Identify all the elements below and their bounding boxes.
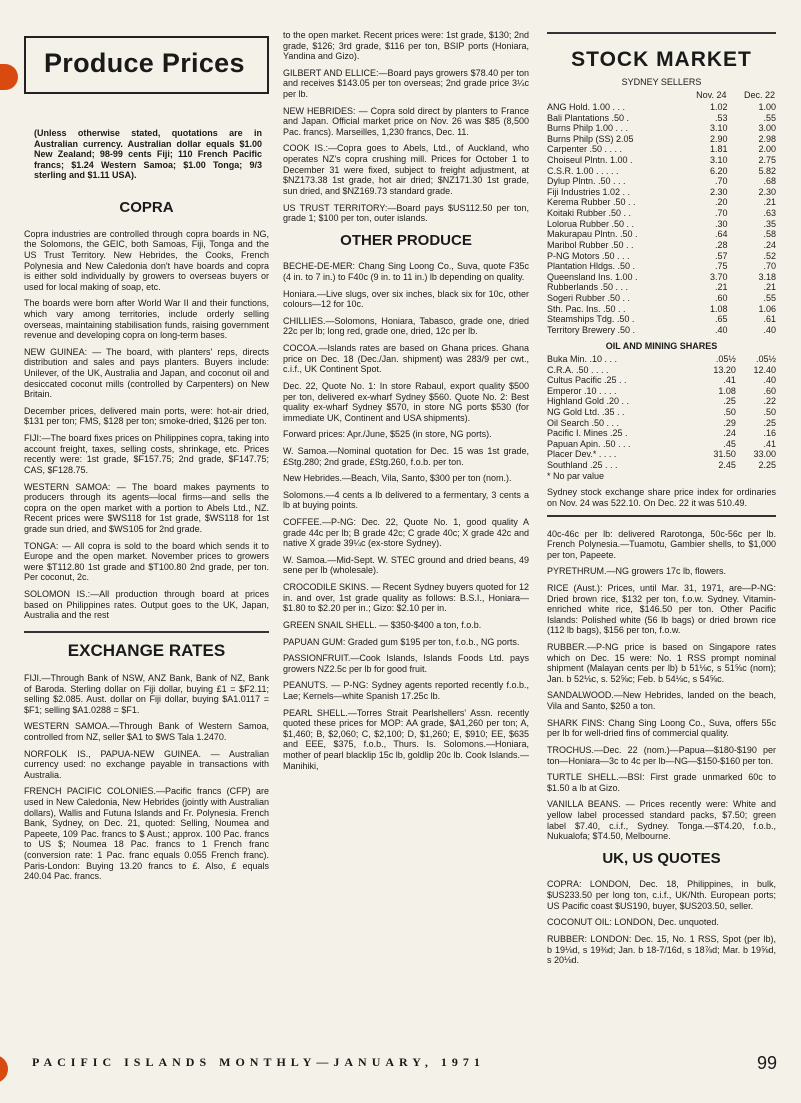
stock-cell-nov: .70	[714, 208, 728, 219]
table-row	[547, 449, 776, 460]
other-produce-para: PAPUAN GUM: Graded gum $195 per ton, f.o.b., NG ports.	[283, 636, 520, 647]
table-row	[547, 293, 776, 304]
stock-cell-dec: 2.25	[758, 460, 776, 471]
stock-cell-nov: .70	[714, 176, 728, 187]
stock-cell-dec: 2.98	[758, 133, 776, 144]
divider	[547, 515, 776, 517]
copra-para: SOLOMON IS.:—All production through board at prices based on Philippines rates. Output goes to the UK, Japan, Australia and the rest	[24, 589, 269, 621]
page-footer	[0, 1053, 801, 1103]
table-row	[547, 282, 776, 293]
produce-para: RICE (Aust.): Prices, until Mar. 31, 1971, are—P-NG: Dried brown rice, $132 per ton, f.o.w. Sydney. Vitamin-enriched white rice, $146.50 per ton. Other Pacific Islands: Polished white (56 lb bags) or dried brown rice (112 lb bags), $156 per ton, f.o.w.	[547, 582, 776, 636]
other-produce-para: Forward prices: Apr./June, $525 (in store, NG ports).	[283, 429, 492, 440]
stock-cell-dec: 1.06	[758, 303, 776, 314]
stock-cell-nov: .57	[714, 250, 728, 261]
produce-para: 40c-46c per lb: delivered Rarotonga, 50c-56c per lb. French Polynesia.—Tuamotu, Gambier shells, to $1,000 per ton, Papeete.	[547, 528, 776, 560]
table-row	[547, 229, 776, 240]
stock-cell-nov: .05½	[715, 354, 736, 364]
stock-cell-name: ANG Hold. 1.00 . . .	[547, 101, 626, 112]
column-right	[547, 0, 776, 972]
produce-para: VANILLA BEANS. — Prices recently were: White and yellow label processed standard packs, $7.50; green label $7.40, c.i.f., Sydney. Tonga.—$T4.20, f.o.b., Nukualofa; $T4.50, Melbourne.	[547, 799, 776, 842]
stock-cell-nov: 1.81	[709, 144, 728, 155]
exchange-para: WESTERN SAMOA.—Through Bank of Western Samoa, controlled from NZ, seller $A1 to $WS Tala 1.2470.	[24, 721, 269, 742]
stock-cell-name: Rubberlands .50 . . .	[547, 282, 629, 293]
stock-cell-dec: .50	[763, 407, 776, 418]
stock-cell-name: Cultus Pacific .25 . .	[547, 375, 627, 386]
uk-us-quotes-heading: UK, US QUOTES	[602, 849, 721, 867]
stock-cell-dec: 1.00	[758, 101, 776, 112]
copra-heading: COPRA	[119, 199, 174, 217]
copra-para: Copra industries are controlled through copra boards in NG, the Solomons, the GEIC, both Samoas, Fiji, Tonga and the US Trust Territory. New Hebrides, the Cooks, French Polynesia and New Caledonia don't have boards and copra is either sold individually by growers to overseas buyers or used for local making of soap, etc.	[24, 228, 269, 292]
index-note: Sydney stock exchange share price index for ordinaries on Nov. 24 was 522.10. On Dec. 22 it was 510.49.	[547, 487, 776, 508]
stock-cell-name: Papuan Apin. .50 . . .	[547, 438, 631, 449]
table-row	[547, 365, 776, 376]
stock-cell-dec: 3.18	[758, 271, 776, 282]
stock-col-nov-header: Nov. 24	[696, 90, 727, 101]
stock-cell-dec: .16	[763, 428, 776, 439]
stock-cell-dec: .21	[763, 282, 776, 293]
stock-market-heading: STOCK MARKET	[571, 48, 752, 71]
stock-cell-name: Buka Min. .10 . . .	[547, 354, 618, 364]
stock-cell-dec: .58	[763, 229, 776, 240]
page-number: 99	[756, 1053, 777, 1073]
stock-cell-name: Maribol Rubber .50 . .	[547, 239, 634, 250]
stock-cell-nov: .40	[714, 324, 728, 335]
table-row	[547, 197, 776, 208]
stock-cell-name: Pacific I. Mines .25 .	[547, 428, 628, 439]
table-row	[547, 240, 776, 251]
table-row	[547, 428, 776, 439]
stock-cell-dec: .63	[763, 208, 776, 219]
table-row	[547, 304, 776, 315]
copra-continued-para: US TRUST TERRITORY:—Board pays $US112.50 per ton, grade 1; $100 per ton, outer islands.	[283, 202, 529, 224]
copra-para: TONGA: — All copra is sold to the board which sends it to Europe and the open market. November prices to growers were $T112.80 1st grade and $T100.80 2nd grade, per ton. Per coconut, 2c.	[24, 540, 269, 583]
stock-cell-nov: 31.50	[713, 449, 736, 460]
stock-cell-name: Burns Philp 1.00 . . .	[547, 123, 629, 134]
stock-cell-dec: .68	[763, 176, 776, 187]
other-produce-para: COCOA.—Islands rates are based on Ghana prices. Ghana price on Dec. 18 (Dec./Jan. shipment) was 283/9 per cwt., c.i.f., UK Continent Spot.	[283, 343, 529, 375]
title-banner	[24, 36, 269, 94]
other-produce-para: Solomons.—4 cents a lb delivered to a fermentary, 3 cents a lb at buying points.	[283, 489, 529, 511]
table-row	[547, 418, 776, 429]
stock-cell-nov: .75	[714, 261, 728, 272]
stock-cell-name: Lolorua Rubber .50 . .	[547, 218, 635, 229]
stock-cell-nov: 13.20	[713, 364, 736, 375]
stock-cell-name: C.S.R. 1.00 . . . . .	[547, 165, 619, 176]
oil-mining-table-body	[547, 354, 776, 471]
stock-cell-dec: .55	[763, 292, 776, 303]
stock-cell-name: Emperor .10 . . . .	[547, 385, 617, 396]
stock-cell-nov: .53	[714, 112, 728, 123]
stock-cell-nov: 3.10	[709, 123, 728, 134]
stock-cell-dec: .35	[763, 218, 776, 229]
stock-cell-nov: .64	[714, 229, 728, 240]
table-row	[547, 325, 776, 336]
stock-cell-dec: 2.75	[758, 155, 776, 166]
other-produce-heading: OTHER PRODUCE	[340, 231, 472, 249]
stock-cell-nov: 2.45	[718, 460, 736, 471]
exchange-para: NORFOLK IS., PAPUA-NEW GUINEA. — Australian currency used: no exchange payable in transactions with Australia.	[24, 748, 269, 780]
stock-cell-dec: .61	[763, 314, 776, 325]
other-produce-para: PEARL SHELL.—Torres Strait Pearlshellers' Assn. recently quoted these prices for MOP: AA grade, $A1,260 per ton; A, $1,460; B, $2,060; C, $2,100; D, $1,260; E, $910; EE, $635 and EEE, $375, f.o.b., Thurs. Is. Solomons.—Honiara, mother of pearl blacklip 15c lb, goldlip 20c lb. Cook Islands.—Manihiki,	[283, 707, 529, 771]
table-row	[547, 102, 776, 113]
stock-cell-name: Oil Search .50 . . .	[547, 417, 620, 428]
stock-cell-name: Placer Dev.* . . . .	[547, 449, 617, 460]
stock-cell-name: Sth. Pac. Ins. .50 . .	[547, 303, 626, 314]
uk-us-para: RUBBER: LONDON: Dec. 15, No. 1 RSS, Spot (per lb), b 19⅛d, s 19⅜d; Jan. b 18-7/16d, s 18⅞d; Mar. b 19⅝d, s 20⅛d.	[547, 933, 776, 966]
stock-cell-dec: .22	[763, 396, 776, 407]
stock-cell-nov: .65	[714, 314, 728, 325]
stock-cell-name: Queensland Ins. 1.00 .	[547, 271, 638, 282]
other-produce-para: Dec. 22, Quote No. 1: In store Rabaul, export quality $500 per ton, delivered ex-wharf Sydney $560. Quote No. 2: Best quality ex-wharf Sydney $570, in store NG ports $530 (for immediate UK, Continent and USA shipments).	[283, 380, 529, 423]
stock-cell-nov: 3.70	[709, 271, 728, 282]
stock-cell-name: Southland .25 . . .	[547, 460, 618, 471]
stock-table-body	[547, 102, 776, 335]
stock-cell-name: Carpenter .50 . . . .	[547, 144, 623, 155]
copra-para: December prices, delivered main ports, were: hot-air dried, $131 per ton; FMS, $128 per ton; smoke-dried, $126 per ton.	[24, 405, 269, 427]
stock-top-rule	[547, 32, 776, 34]
other-produce-para: PEANUTS. — P-NG: Sydney agents reported recently f.o.b., Lae; Kernels—white Spanish 17.25c lb.	[283, 680, 529, 701]
stock-cell-dec: .55	[763, 112, 776, 123]
table-row	[547, 272, 776, 283]
stock-cell-nov: 2.90	[709, 133, 728, 144]
stock-cell-nov: .50	[723, 407, 736, 418]
exchange-para: FIJI.—Through Bank of NSW, ANZ Bank, Bank of NZ, Bank of Baroda. Sterling dollar on Fiji dollar, buying £1 = $F2.11; selling $2.085. Aust. dollar on Fiji dollar, buying $A1.0117 = $F1; selling $A1.0288 = $F1.	[24, 672, 269, 715]
produce-para: TROCHUS.—Dec. 22 (nom.)—Papua—$180-$190 per ton—Honiara—3c to 4c per lb—NG—$150-$160 per ton.	[547, 744, 776, 766]
stock-cell-dec: 12.40	[753, 364, 776, 375]
divider	[24, 631, 269, 633]
stock-cell-nov: .41	[723, 375, 736, 386]
table-row	[547, 261, 776, 272]
copra-para: WESTERN SAMOA: — The board makes payments to producers through its agents—local firms—and sells the copra on the open market with a portion to Abels Ltd., NZ. Recent prices were $WS118 for 1st grade, $WS118 for 1st grade sun dried, and $WS105 for 2nd grade.	[24, 481, 269, 534]
other-produce-para: W. Samoa.—Mid-Sept. W. STEC ground and dried beans, 49 sene per lb (wholesale).	[283, 554, 529, 576]
stock-cell-dec: .41	[763, 438, 776, 449]
other-produce-para: CROCODILE SKINS. — Recent Sydney buyers quoted for 12 in. and over, 1st grade quality as follows: B.S.I., Honiara—$1.80 to $2.20 per in.; Gizo: $2.10 per in.	[283, 582, 529, 614]
stock-cell-name: Fiji Industries 1.02 . .	[547, 186, 631, 197]
stock-cell-nov: 1.02	[709, 101, 728, 112]
stock-cell-dec: .25	[763, 417, 776, 428]
stock-cell-nov: .24	[723, 428, 736, 439]
stock-cell-nov: .21	[714, 282, 728, 293]
stock-cell-name: NG Gold Ltd. .35 . .	[547, 407, 625, 418]
stock-cell-dec: .70	[763, 261, 776, 272]
stock-market-section	[547, 48, 776, 87]
stock-cell-nov: .28	[714, 239, 728, 250]
other-produce-para: GREEN SNAIL SHELL. — $350-$400 a ton, f.o.b.	[283, 619, 482, 630]
produce-para: SHARK FINS: Chang Sing Loong Co., Suva, offers 55c per lb for well-dried fins of commercial quality.	[547, 717, 776, 739]
stock-cell-dec: .40	[763, 375, 776, 386]
stock-cell-nov: 3.10	[709, 155, 728, 166]
oil-mining-heading: OIL AND MINING SHARES	[605, 341, 718, 352]
stock-cell-nov: .20	[714, 197, 728, 208]
stock-cell-name: Dylup Plntn. .50 . . .	[547, 176, 626, 187]
stock-cell-dec: 2.00	[758, 144, 776, 155]
table-row	[547, 144, 776, 155]
table-row	[547, 219, 776, 230]
exchange-heading: EXCHANGE RATES	[67, 640, 226, 660]
table-row	[547, 386, 776, 397]
exchange-para: FRENCH PACIFIC COLONIES.—Pacific francs (CFP) are used in New Caledonia, New Hebrides (jointly with Australian dollars), Wallis and Futuna Islands and Fr. Polynesia. French Bank, Sydney, on Dec. 21, quoted: Selling, Noumea and Papeete, 109 Pac. francs to $ Aust.; approx. 100 Pac. francs to US $; Noumea 18 Pac. francs to 1 French franc (conversion rate: 1 Pac. franc equals 0.055 French franc). Paris-London: Buying 13.20 francs to £. Also, £ equals 240.04 Pac. francs.	[24, 786, 269, 882]
stock-cell-dec: .21	[763, 197, 776, 208]
stock-cell-name: Koitaki Rubber .50 . .	[547, 208, 632, 219]
copra-para: NEW GUINEA: — The board, with planters' reps, directs distribution and sales and pays planters. Buyers include: Unilever, of the UK, Australia and Japan, and coconut oil and desiccated coconut mills (controlled by Carpenters) on New Britain.	[24, 346, 269, 400]
table-row	[547, 166, 776, 177]
produce-para: SANDALWOOD.—New Hebrides, landed on the beach, Vila and Santo, $250 a ton.	[547, 690, 776, 712]
intro-note: (Unless otherwise stated, quotations are in Australian currency. Australian dollar equals $1.00 New Zealand; 98-99 cents Fiji; 110 French Pacific francs; $1.24 Western Samoa; $1.00 Tonga; 9/3 sterling and $1.11 USA).	[34, 128, 262, 181]
stock-cell-name: Steamships Tdg. .50 .	[547, 314, 635, 325]
stock-cell-name: Plantation Hldgs. .50 .	[547, 261, 636, 272]
stock-cell-name: Burns Philp (SS) 2.05	[547, 133, 634, 144]
other-produce-para: New Hebrides.—Beach, Vila, Santo, $300 per ton (nom.).	[283, 473, 512, 484]
oil-mining-table	[547, 354, 776, 471]
stock-subheading: SYDNEY SELLERS	[621, 76, 702, 87]
produce-para: RUBBER.—P-NG price is based on Singapore rates which on Dec. 15 were: No. 1 RSS prompt nominal shipment (Malayan cents per lb) b 51⅛c, s 51⅝c (nom); Jan. b 52⅛c, s. 52⅝c; Feb. b 54⅛c, s 54⅝c.	[547, 642, 776, 684]
stock-cell-name: Highland Gold .20 . .	[547, 396, 630, 407]
orange-tab-decoration	[0, 64, 18, 90]
table-row	[547, 187, 776, 198]
stock-cell-nov: .30	[714, 218, 728, 229]
stock-col-dec-header: Dec. 22	[743, 90, 775, 101]
uk-us-para: COPRA: LONDON, Dec. 18, Philippines, in bulk, $US233.50 per long ton, c.i.f., UK/Nth. European ports; US Pacific coast $US190, buyer, $US203.50, seller.	[547, 879, 776, 911]
stock-cell-nov: 6.20	[709, 165, 728, 176]
table-row	[547, 155, 776, 166]
table-row	[547, 396, 776, 407]
copra-continued-para: NEW HEBRIDES: — Copra sold direct by planters to France and Japan. Official market price on Nov. 26 was $85 (8,500 Pac. francs). Marseilles, 1,230 francs, Dec. 11.	[283, 105, 529, 137]
stock-cell-name: P-NG Motors .50 . . .	[547, 250, 630, 261]
table-row	[547, 134, 776, 145]
stock-col-name-header	[547, 89, 680, 102]
stock-table	[547, 89, 776, 335]
copra-continued-para: GILBERT AND ELLICE:—Board pays growers $78.40 per ton and receives $143.05 per ton overseas; 2nd grade price 3¼c per lb.	[283, 67, 529, 100]
table-row	[547, 176, 776, 187]
stock-cell-nov: 1.08	[709, 303, 728, 314]
stock-cell-dec: .40	[763, 324, 776, 335]
table-row	[547, 251, 776, 262]
copra-para: FIJI:—The board fixes prices on Philippines copra, taking into account freight, taxes, selling costs, shrinkage, etc. Prices recently were: 1st grade, $F157.75; 2nd grade, $F147.75; CAS, $F128.75.	[24, 433, 269, 475]
stock-cell-nov: 2.30	[709, 186, 728, 197]
stock-cell-name: Makurapau Plntn. .50 .	[547, 229, 638, 240]
table-row	[547, 123, 776, 134]
stock-cell-nov: 1.08	[718, 385, 736, 396]
stock-cell-name: C.R.A. .50 . . . .	[547, 364, 609, 375]
stock-cell-dec: 3.00	[758, 123, 776, 134]
table-row	[547, 208, 776, 219]
column-middle	[283, 30, 529, 777]
stock-cell-nov: .29	[723, 417, 736, 428]
table-row	[547, 314, 776, 325]
other-produce-para: Honiara.—Live slugs, over six inches, black six for 10c, other colours—12 for 10c.	[283, 288, 529, 310]
stock-cell-dec: 5.82	[758, 165, 776, 176]
other-produce-para: BECHE-DE-MER: Chang Sing Loong Co., Suva, quote F35c (4 in. to 7 in.) to F40c (9 in. to 11 in.) lb depending on quality.	[283, 261, 529, 283]
stock-cell-dec: 2.30	[758, 186, 776, 197]
other-produce-para: CHILLIES.—Solomons, Honiara, Tabasco, grade one, dried 22c per lb; long red, grade one, dried, 12c per lb.	[283, 315, 529, 337]
orange-tab-decoration	[0, 1055, 8, 1083]
column-left	[24, 0, 269, 888]
stock-table-header	[547, 89, 776, 102]
stock-cell-name: Bali Plantations .50 .	[547, 112, 630, 123]
stock-cell-dec: .52	[763, 250, 776, 261]
stock-cell-name: Choiseul Plntn. 1.00 .	[547, 155, 633, 166]
stock-cell-dec: .24	[763, 239, 776, 250]
produce-para: TURTLE SHELL.—BSI: First grade unmarked 60c to $1.50 a lb at Gizo.	[547, 772, 776, 793]
uk-us-para: COCONUT OIL: LONDON, Dec. unquoted.	[547, 917, 719, 928]
stock-cell-nov: .60	[714, 292, 728, 303]
copra-continued-para: to the open market. Recent prices were: 1st grade, $130; 2nd grade, $126; 3rd grade, $116 per ton, BSIP ports (Honiara, Yandina and Gizo).	[283, 30, 529, 62]
table-row	[547, 375, 776, 386]
other-produce-para: COFFEE.—P-NG: Dec. 22, Quote No. 1, good quality A grade 44c per lb; B grade 42c; C grade 40c; X grade 42c and native X grade 39¼c (ex-store Sydney).	[283, 517, 529, 549]
stock-cell-name: Kerema Rubber .50 . .	[547, 197, 636, 208]
stock-cell-name: Sogeri Rubber .50 . .	[547, 292, 631, 303]
table-row	[547, 354, 776, 365]
table-row	[547, 113, 776, 124]
table-row	[547, 439, 776, 450]
stock-footnote: * No par value	[547, 470, 605, 481]
stock-cell-nov: .25	[723, 396, 736, 407]
stock-cell-dec: .05½	[755, 354, 776, 364]
other-produce-para: W. Samoa.—Nominal quotation for Dec. 15 was 1st grade, £Stg.280; 2nd grade, £Stg.260, f.o.b. per ton.	[283, 445, 529, 467]
stock-cell-nov: .45	[723, 438, 736, 449]
stock-cell-name: Territory Brewery .50 .	[547, 324, 636, 335]
table-row	[547, 407, 776, 418]
publication-line: PACIFIC ISLANDS MONTHLY—JANUARY, 1971	[32, 1055, 485, 1069]
stock-cell-dec: 33.00	[753, 449, 776, 460]
copra-para: The boards were born after World War II and their functions, which vary among territories, include orderly selling overseas, maintaining stabilisation funds, raising government revenue and developing copra on long-term bases.	[24, 298, 269, 341]
stock-cell-dec: .60	[763, 385, 776, 396]
produce-para: PYRETHRUM.—NG growers 17c lb, flowers.	[547, 566, 727, 577]
other-produce-para: PASSIONFRUIT.—Cook Islands, Islands Foods Ltd. pays growers NZ2.5c per lb for good fruit.	[283, 653, 529, 674]
copra-continued-para: COOK IS.:—Copra goes to Abels, Ltd., of Auckland, who operates NZ's copra crushing mill. Prices for October 1 to December 31 were fixed, subject to freight adjustment, at $NZ173.38 1st grade, hot air dried; $NZ171.30 1st grade, sun dried, and $NZ169.73 standard grade.	[283, 143, 529, 196]
table-row	[547, 460, 776, 471]
page-title: Produce Prices	[44, 48, 245, 78]
